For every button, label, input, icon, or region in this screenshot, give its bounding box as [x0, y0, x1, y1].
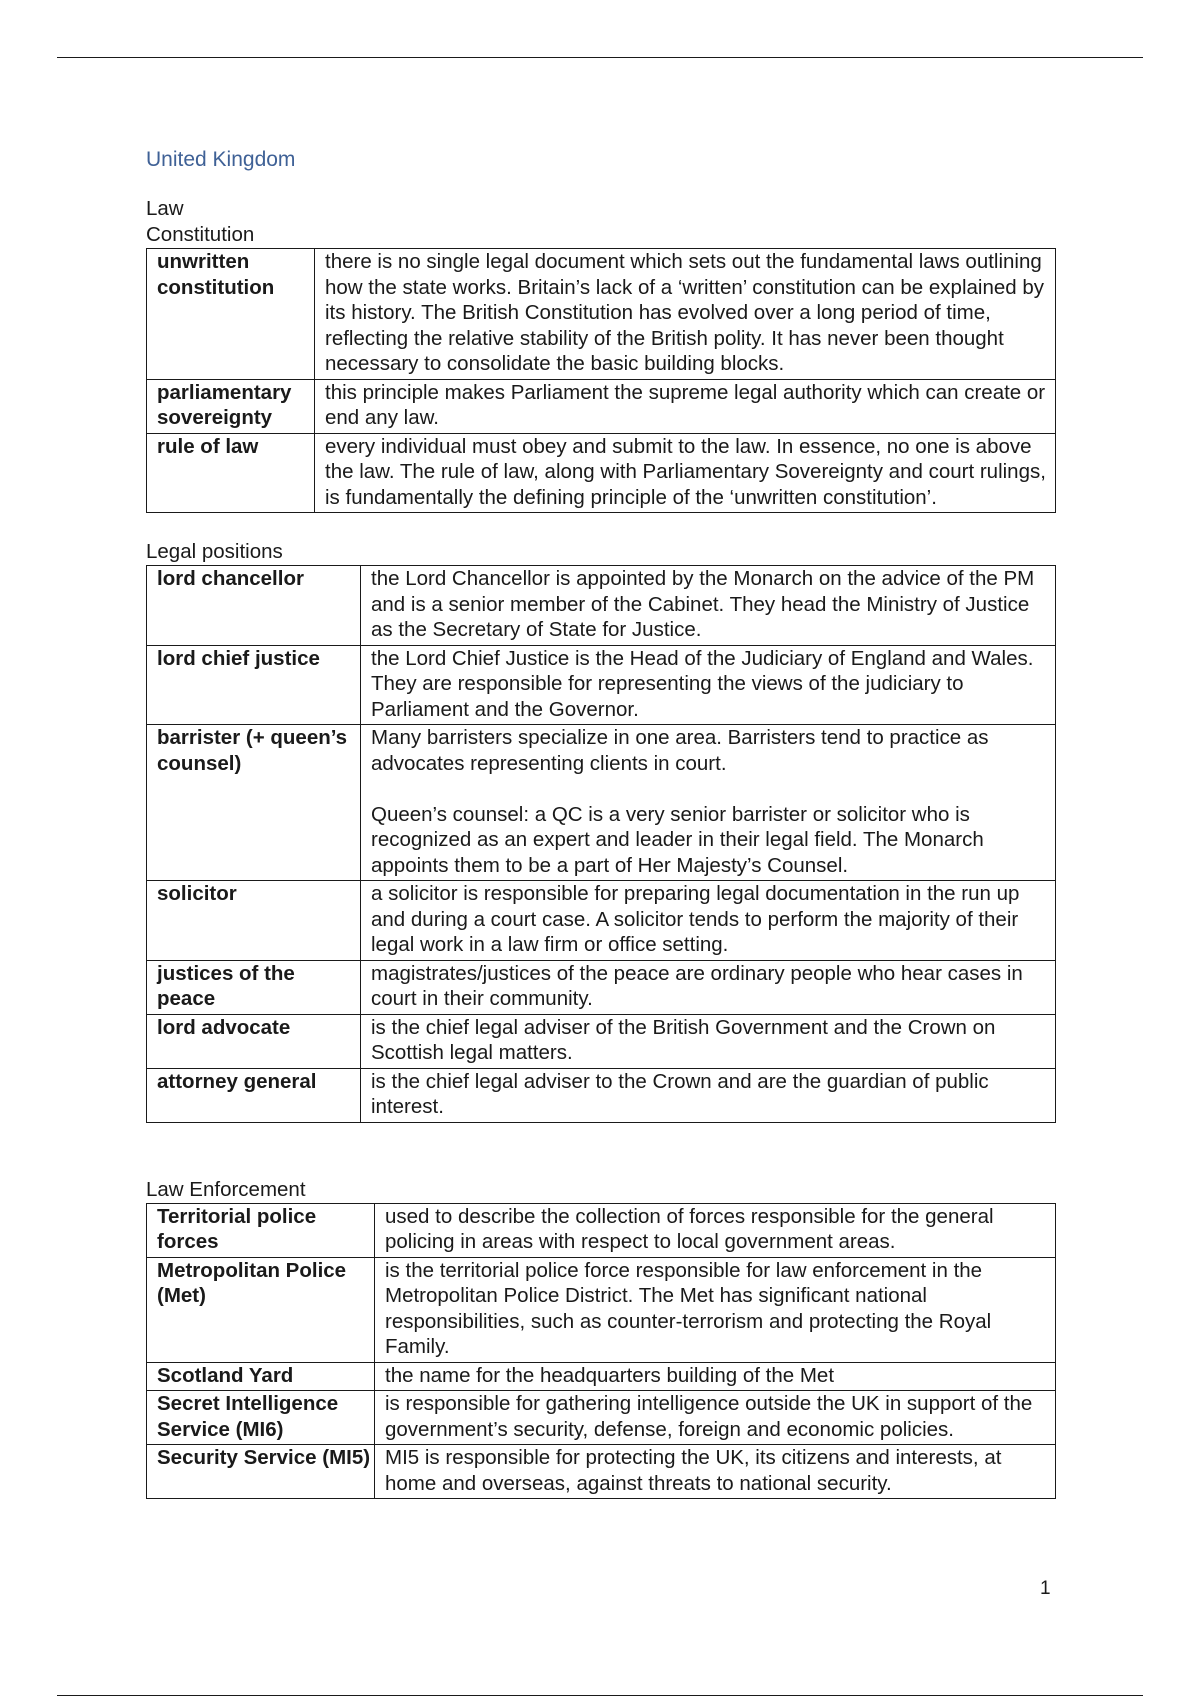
definition-text: magistrates/justices of the peace are ordinary people who hear cases in court in their community. — [371, 961, 1023, 1010]
definition-text: Many barristers specialize in one area. Barristers tend to practice as advocates representing clients in court. — [371, 726, 989, 775]
term-cell: lord advocate — [147, 1014, 361, 1068]
definition-text: the Lord Chief Justice is the Head of the Judiciary of England and Wales. They are responsible for representing the views of the judiciary to Parliament and the Governor. — [371, 646, 1034, 721]
term-cell: rule of law — [147, 433, 315, 513]
term-cell: parliamentary sovereignty — [147, 379, 315, 433]
section-label-law-enforcement: Law Enforcement — [146, 1177, 306, 1201]
table-row — [147, 433, 1056, 513]
definition-text: MI5 is responsible for protecting the UK, its citizens and interests, at home and overseas, against threats to national security. — [385, 1446, 1002, 1495]
definition-cell — [375, 1203, 1056, 1257]
definition-cell — [361, 1068, 1056, 1122]
definition-text: this principle makes Parliament the supreme legal authority which can create or end any law. — [325, 380, 1046, 429]
document-body — [146, 146, 1056, 1499]
table-row — [147, 249, 1056, 380]
definition-text: Queen’s counsel: a QC is a very senior barrister or solicitor who is recognized as an expert and leader in their legal field. The Monarch appoints them to be a part of Her Majesty’s Counsel. — [371, 802, 984, 877]
table-row — [147, 566, 1056, 646]
term-cell: Secret Intelligence Service (MI6) — [147, 1391, 375, 1445]
definition-cell — [375, 1445, 1056, 1499]
table-row — [147, 379, 1056, 433]
term-cell: lord chief justice — [147, 645, 361, 725]
table-row — [147, 960, 1056, 1014]
definition-cell — [315, 249, 1056, 380]
law-heading: Law — [146, 197, 184, 220]
definition-cell — [375, 1391, 1056, 1445]
header-rule — [57, 57, 1143, 58]
footer-rule — [57, 1695, 1143, 1696]
term-cell: attorney general — [147, 1068, 361, 1122]
legal-positions-table — [146, 565, 1056, 1123]
definition-cell — [361, 725, 1056, 881]
section-label-constitution: Constitution — [146, 223, 255, 246]
table-row — [147, 1445, 1056, 1499]
definition-text: the name for the headquarters building of the Met — [385, 1363, 835, 1387]
table-row — [147, 1257, 1056, 1362]
definition-cell — [361, 645, 1056, 725]
table-row — [147, 881, 1056, 961]
definition-text: used to describe the collection of forces responsible for the general policing in areas with respect to local government areas. — [385, 1204, 994, 1253]
definition-text: is the chief legal adviser to the Crown and are the guardian of public interest. — [371, 1069, 989, 1118]
definition-cell — [361, 1014, 1056, 1068]
document-title: United Kingdom — [146, 148, 296, 171]
definition-cell — [315, 433, 1056, 513]
law-enforcement-table — [146, 1203, 1056, 1500]
term-cell: Metropolitan Police (Met) — [147, 1257, 375, 1362]
term-cell: Security Service (MI5) — [147, 1445, 375, 1499]
definition-text: is the chief legal adviser of the British Government and the Crown on Scottish legal matters. — [371, 1015, 996, 1064]
term-cell: solicitor — [147, 881, 361, 961]
table-row — [147, 725, 1056, 881]
definition-cell — [375, 1362, 1056, 1391]
constitution-table — [146, 248, 1056, 513]
definition-text: a solicitor is responsible for preparing legal documentation in the run up and during a court case. A solicitor tends to perform the majority of their legal work in a law firm or office setting. — [371, 882, 1020, 956]
definition-text: is responsible for gathering intelligence outside the UK in support of the government’s security, defense, foreign and economic policies. — [385, 1392, 1033, 1441]
definition-text: is the territorial police force responsible for law enforcement in the Metropolitan Police District. The Met has significant national responsibilities, such as counter-terrorism and protecting the Royal Family. — [385, 1258, 992, 1358]
law-enforcement-table-body — [147, 1203, 1056, 1499]
table-row — [147, 1014, 1056, 1068]
table-row — [147, 1068, 1056, 1122]
term-cell: Territorial police forces — [147, 1203, 375, 1257]
definition-cell — [315, 379, 1056, 433]
table-row — [147, 1203, 1056, 1257]
term-cell: justices of the peace — [147, 960, 361, 1014]
term-cell: barrister (+ queen’s counsel) — [147, 725, 361, 881]
definition-text: the Lord Chancellor is appointed by the Monarch on the advice of the PM and is a senior member of the Cabinet. They head the Ministry of Justice as the Secretary of State for Justice. — [371, 567, 1035, 641]
table-row — [147, 1391, 1056, 1445]
definition-cell — [375, 1257, 1056, 1362]
definition-cell — [361, 566, 1056, 646]
table-row — [147, 1362, 1056, 1391]
term-cell: Scotland Yard — [147, 1362, 375, 1391]
term-cell: lord chancellor — [147, 566, 361, 646]
definition-text: there is no single legal document which sets out the fundamental laws outlining how the state works. Britain’s lack of a ‘written’ constitution can be explained by its history. The British Constitution has evolved over a long period of time, reflecting the relative stability of the British polity. It has never been thought necessary to consolidate the basic building blocks. — [325, 250, 1045, 375]
section-label-legal-positions: Legal positions — [146, 540, 283, 563]
table-row — [147, 645, 1056, 725]
constitution-table-body — [147, 249, 1056, 513]
definition-text: every individual must obey and submit to the law. In essence, no one is above the law. The rule of law, along with Parliamentary Sovereignty and court rulings, is fundamentally the defining principle of the ‘unwritten constitution’. — [325, 434, 1046, 509]
term-cell: unwritten constitution — [147, 249, 315, 380]
legal-positions-table-body — [147, 566, 1056, 1123]
definition-cell — [361, 881, 1056, 961]
page-number: 1 — [1040, 1578, 1051, 1599]
definition-cell — [361, 960, 1056, 1014]
